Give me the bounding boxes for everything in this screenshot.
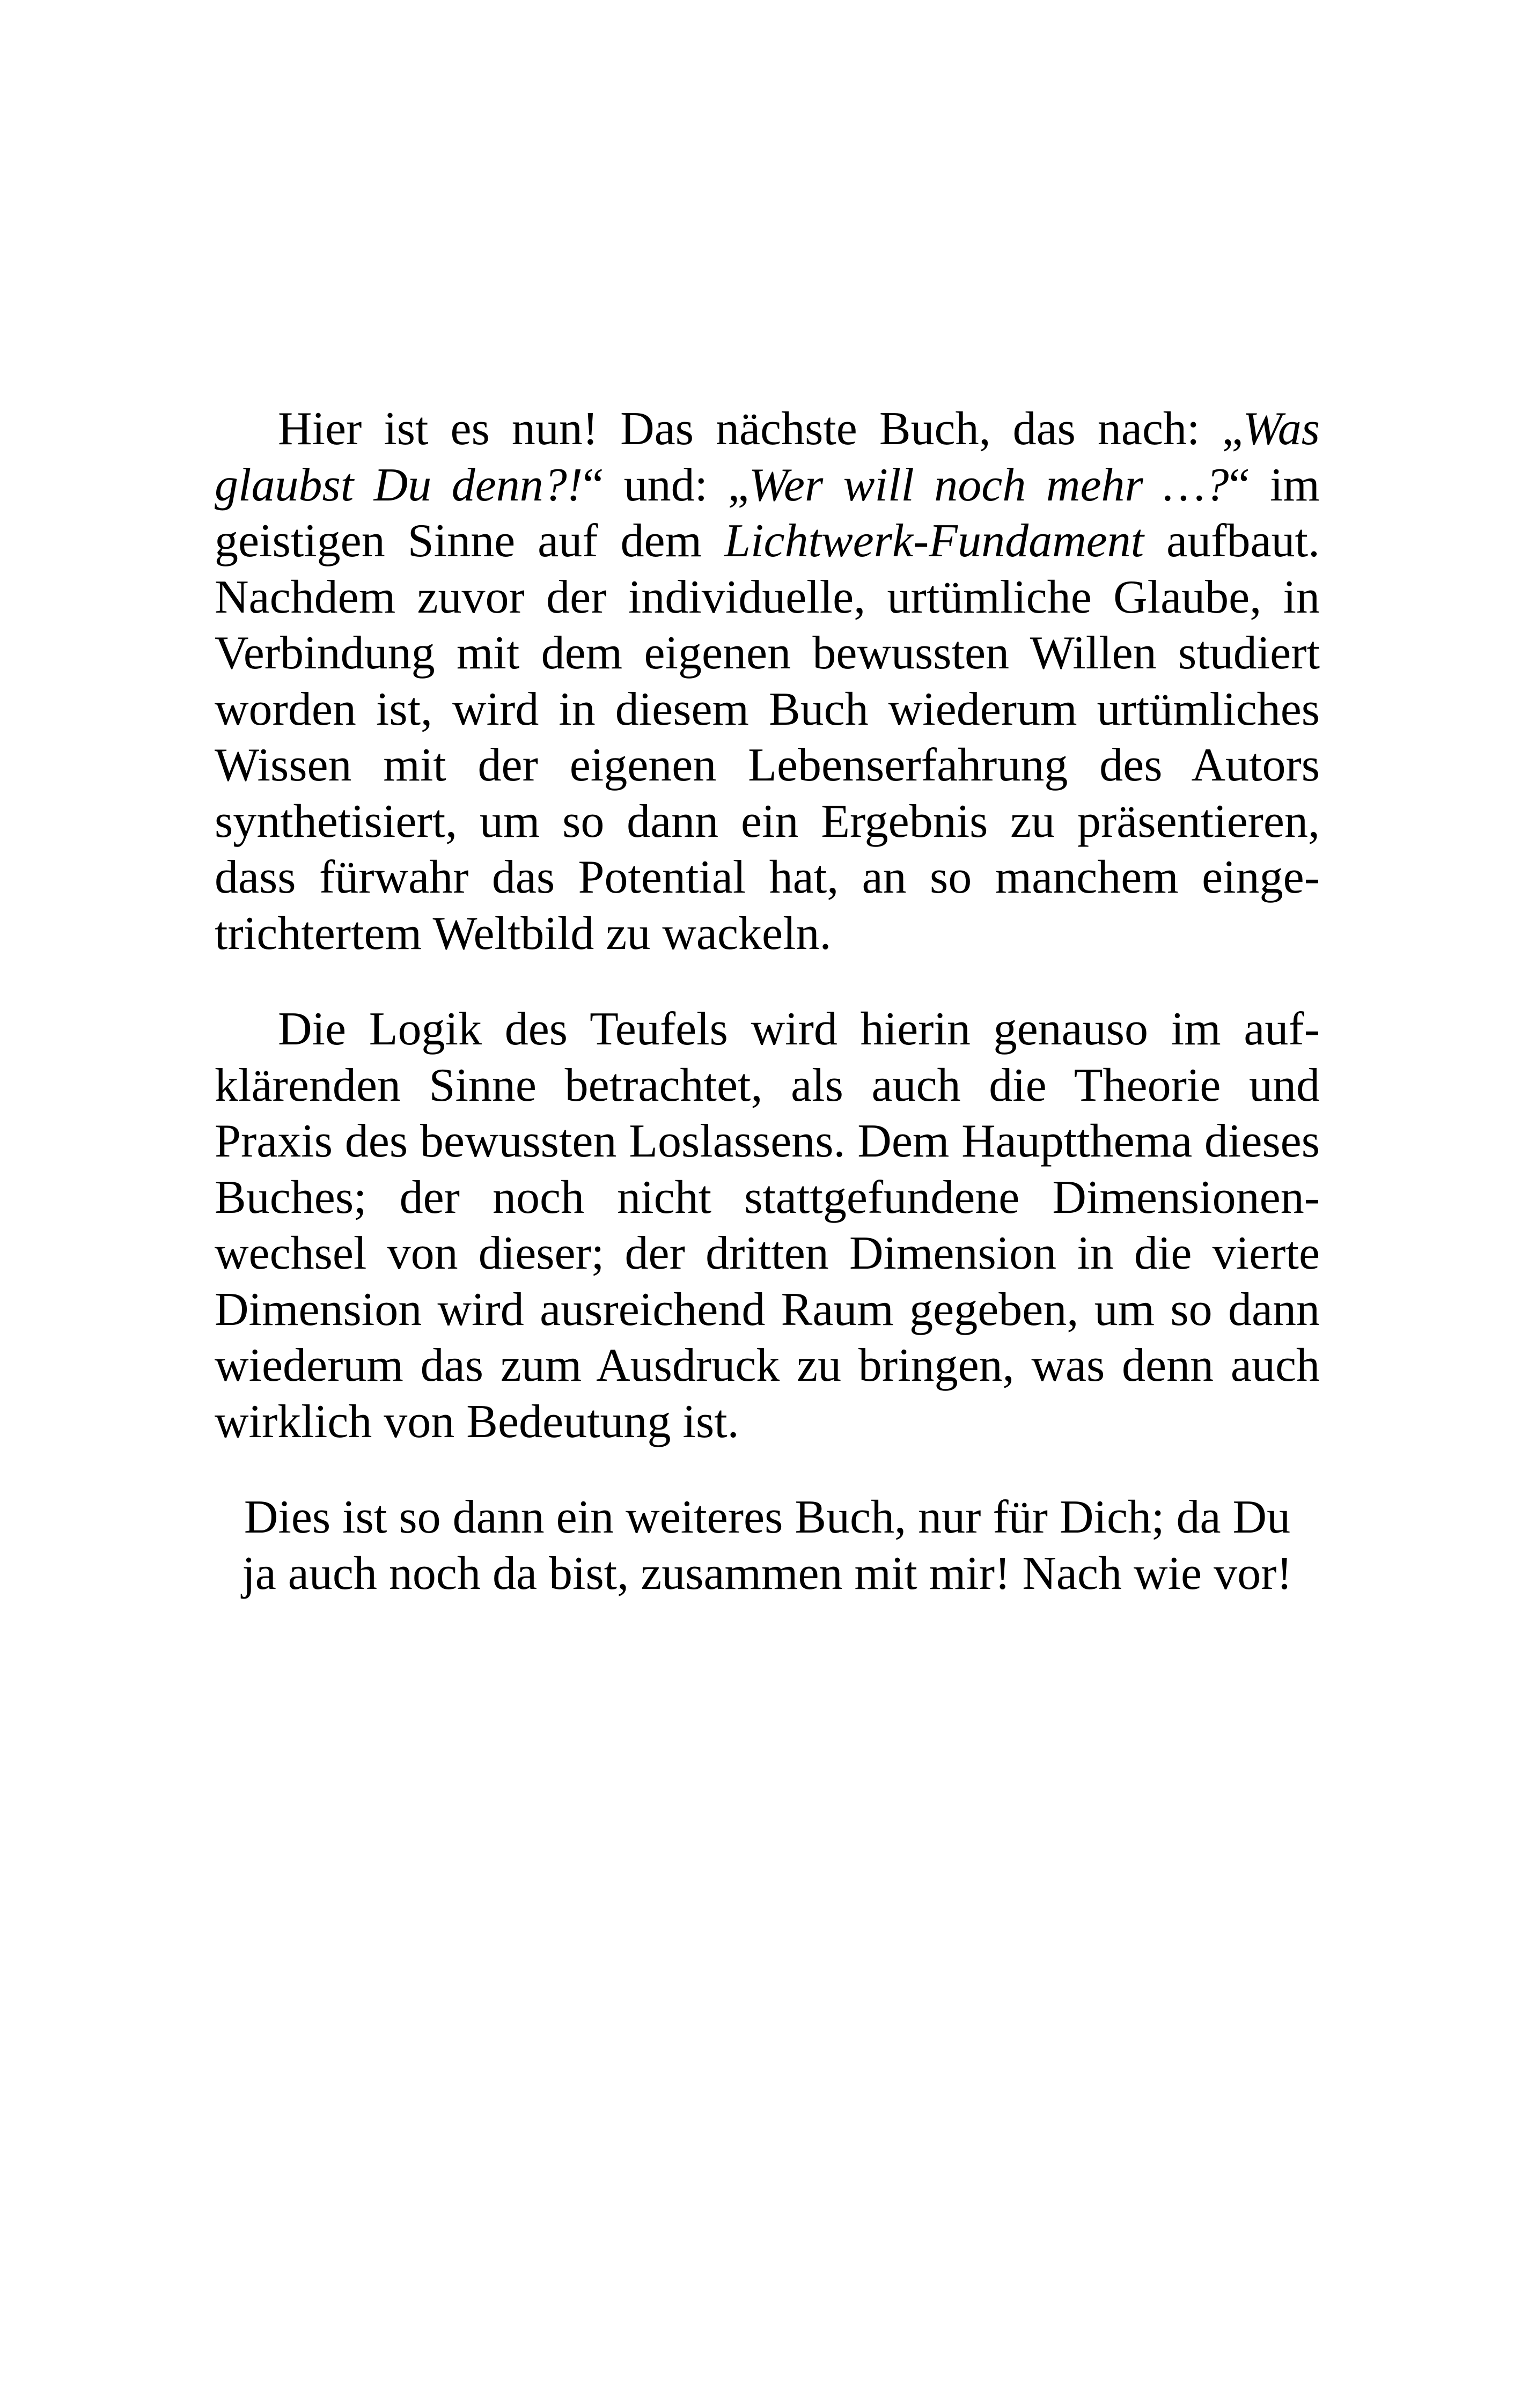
text-segment: Hier ist es nun! Das nächste Buch, das nach: „ <box>278 403 1243 455</box>
text-segment: “ und: „ <box>583 459 749 511</box>
paragraph-closing <box>215 1490 1320 1602</box>
book-title-wer-will-noch-mehr: Wer will noch mehr …? <box>748 459 1229 511</box>
paragraph-intro <box>215 401 1320 962</box>
lichtwerk-fundament-term: Lichtwerk-Fundament <box>724 515 1144 567</box>
paragraph-logik <box>215 1002 1320 1450</box>
text-segment: aufbaut. Nachdem zuvor der individuelle, urtümliche Glaube, in Verbindung mit dem eigenen bewussten Willen studiert worden ist, wird in diesem Buch wiederum urtümliches Wissen mit der eigenen Lebenserfahrung des Autors synthetisiert, um so dann ein Ergebnis zu präsentieren, dass fürwahr das Potential hat, an so manchem eingetrichtertem Weltbild zu wackeln. <box>215 515 1320 960</box>
book-title-was-glaubst-du-denn: Was glaubst Du denn?! <box>215 403 1320 511</box>
text-segment: Die Logik des Teufels wird hierin genauso im aufklärenden Sinne betrachtet, als auch die Theorie und Praxis des bewussten Loslassens. Dem Hauptthema dieses Buches; der noch nicht stattgefundene Dimensionenwechsel von dieser; der dritten Dimension in die vierte Dimension wird ausreichend Raum gegeben, um so dann wiederum das zum Ausdruck zu bringen, was denn auch wirklich von Bedeutung ist. <box>215 1003 1320 1448</box>
body-text <box>215 401 1320 1602</box>
text-segment: “ im geistigen Sinne auf dem <box>215 459 1320 567</box>
text-segment: Dies ist so dann ein weiteres Buch, nur für Dich; da Du ja auch noch da bist, zusammen mit mir! Nach wie vor! <box>242 1491 1292 1600</box>
